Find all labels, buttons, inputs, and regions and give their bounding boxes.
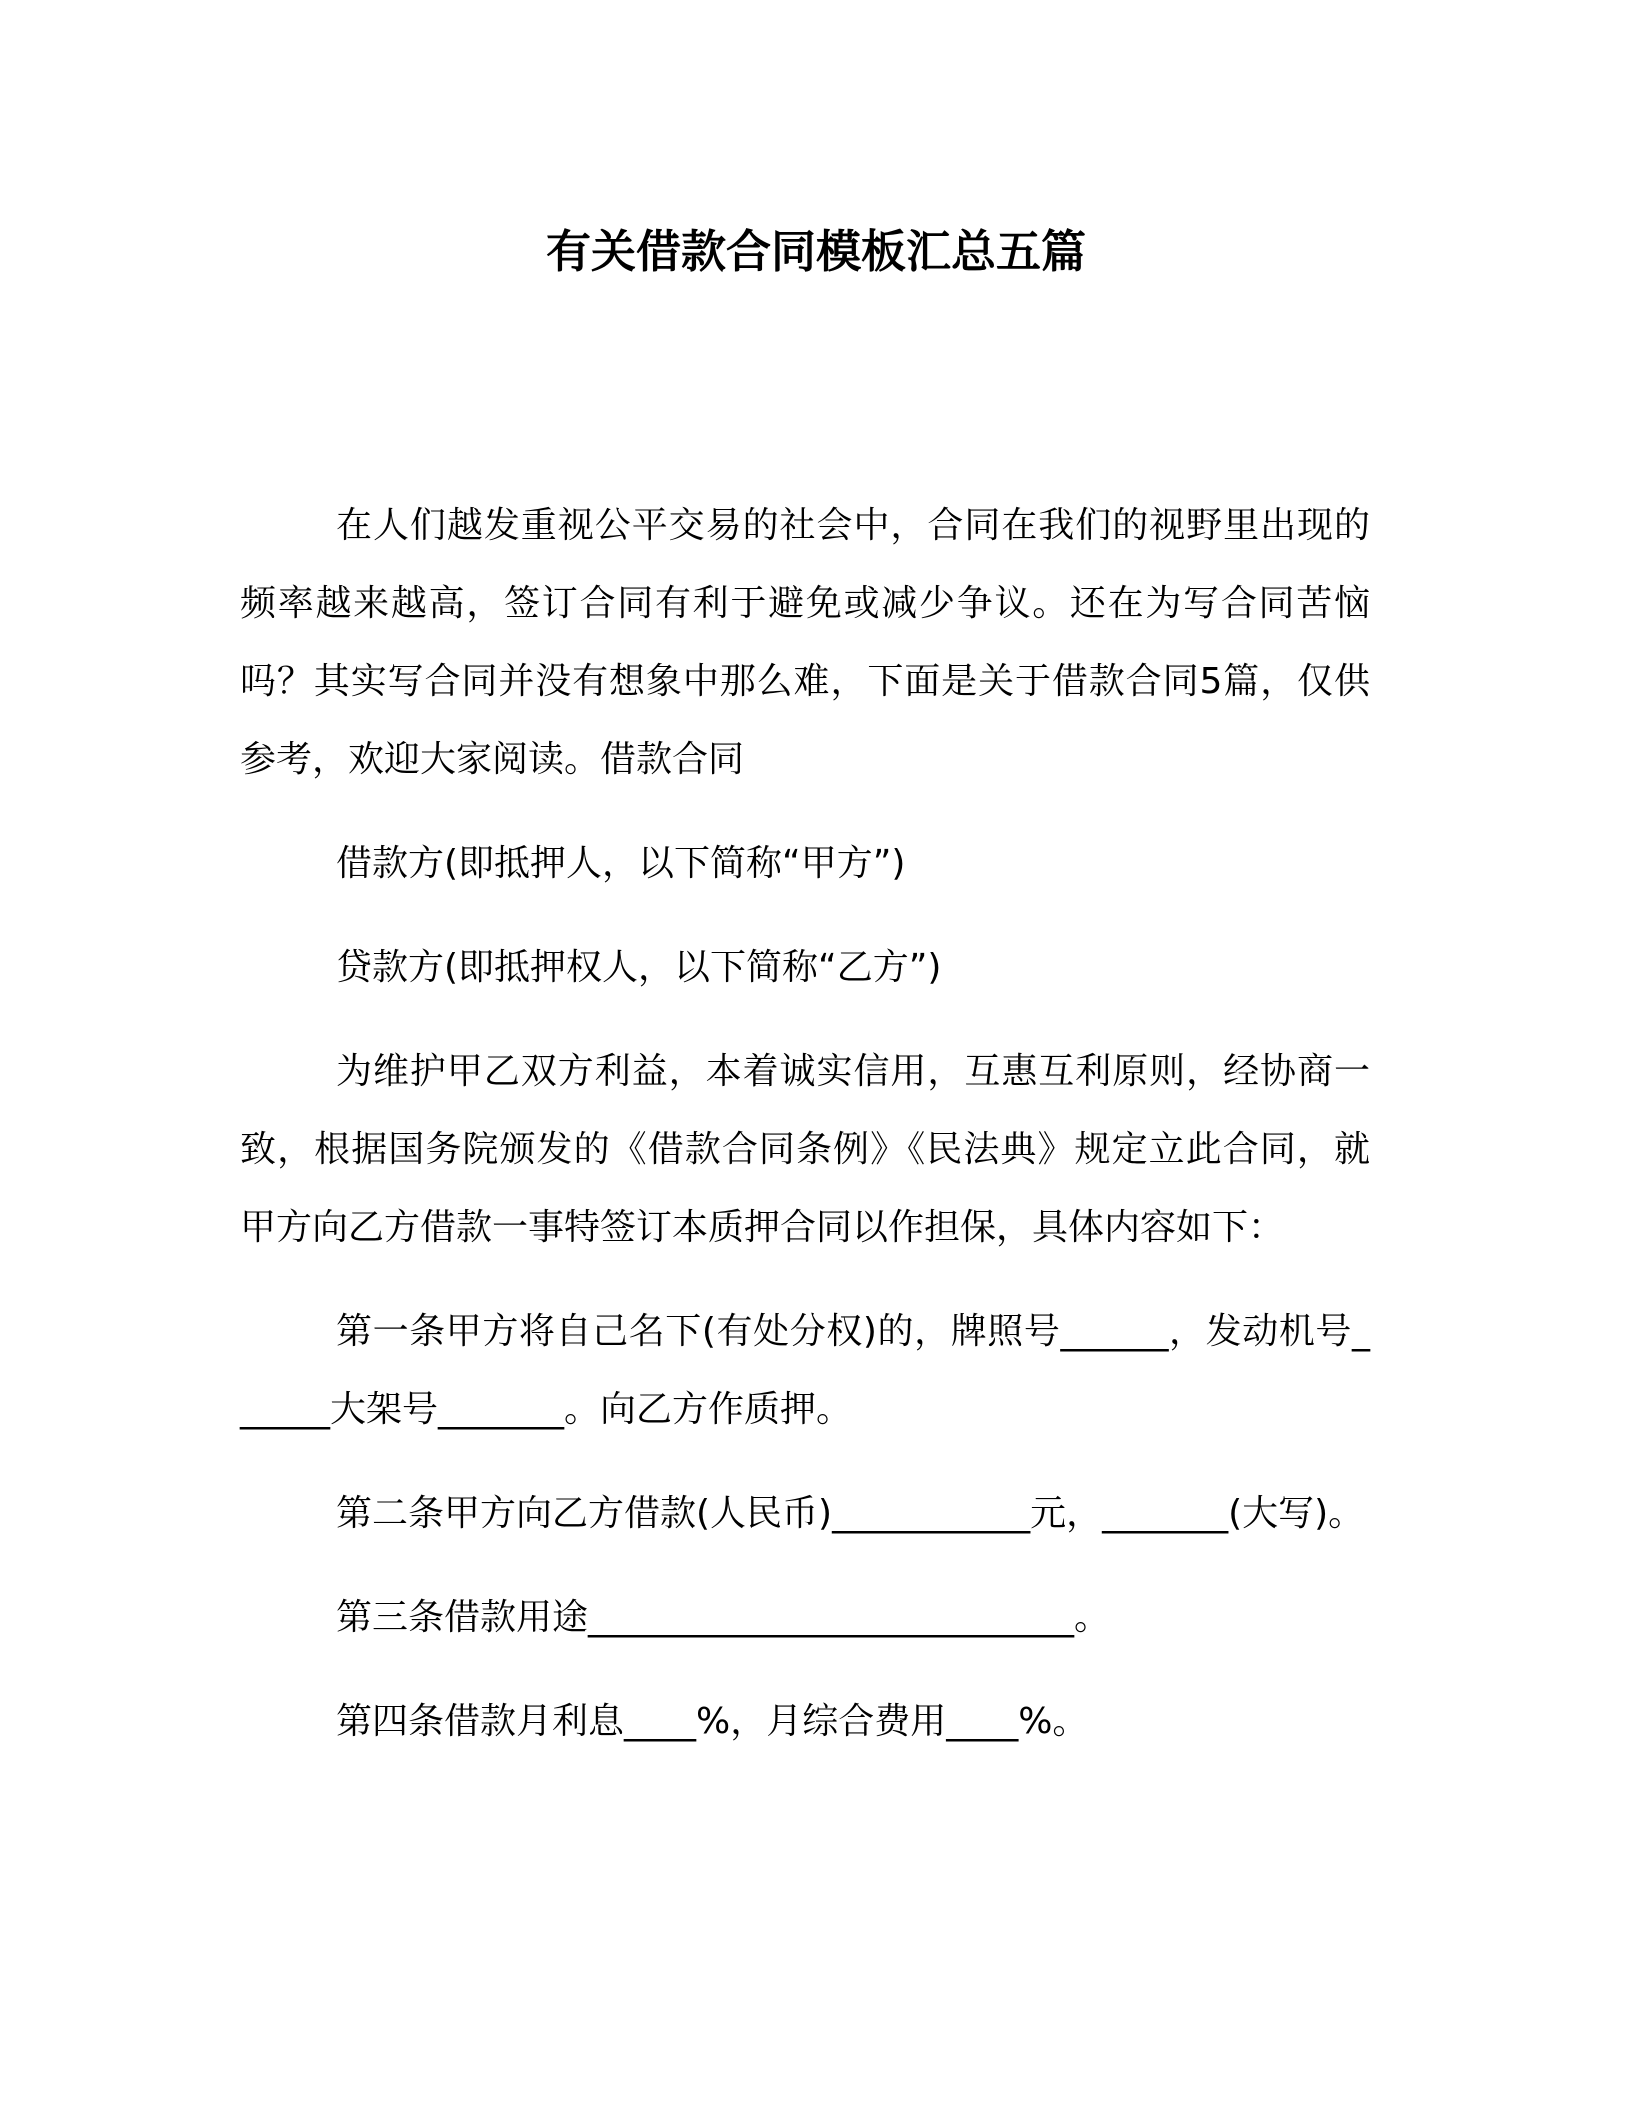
article-4: 第四条借款月利息____%，月综合费用____%。 (336, 1701, 1089, 1742)
document-body (240, 487, 1370, 1761)
borrower-line: 借款方(即抵押人，以下简称“甲方”) (336, 843, 906, 884)
article-2: 第二条甲方向乙方借款(人民币)___________元，_______(大写)。 (336, 1493, 1365, 1534)
preamble-paragraph: 为维护甲乙双方利益，本着诚实信用，互惠互利原则，经协商一致，根据国务院颁发的《借款合同条例》《民法典》规定立此合同，就甲方向乙方借款一事特签订本质押合同以作担保，具体内容如下： (240, 1051, 1370, 1248)
document-title: 有关借款合同模板汇总五篇 (545, 225, 1086, 278)
article-3: 第三条借款用途___________________________。 (336, 1597, 1111, 1638)
article-1: 第一条甲方将自己名下(有处分权)的，牌照号______，发动机号______大架号_______。向乙方作质押。 (240, 1311, 1370, 1430)
intro-paragraph: 在人们越发重视公平交易的社会中，合同在我们的视野里出现的频率越来越高，签订合同有利于避免或减少争议。还在为写合同苦恼吗？其实写合同并没有想象中那么难，下面是关于借款合同5篇，仅供参考，欢迎大家阅读。借款合同 (240, 505, 1370, 780)
lender-line: 贷款方(即抵押权人，以下简称“乙方”) (336, 947, 942, 988)
